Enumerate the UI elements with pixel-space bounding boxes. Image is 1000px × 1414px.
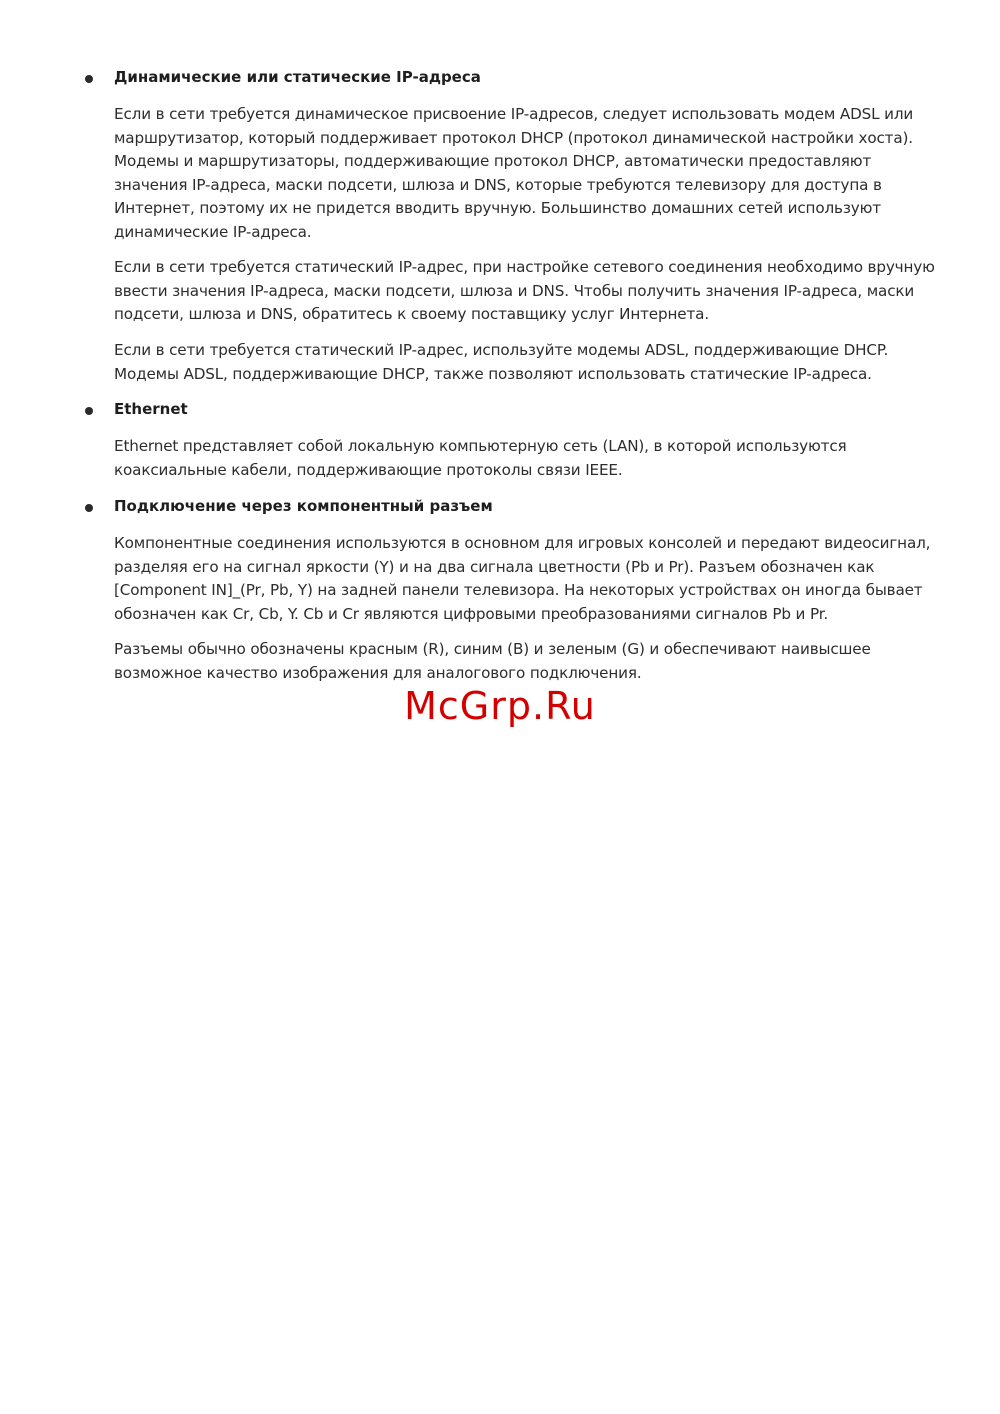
bullet-icon bbox=[85, 75, 93, 83]
bullet-icon bbox=[85, 504, 93, 512]
bullet-icon bbox=[85, 407, 93, 415]
watermark: McGrp.Ru bbox=[404, 684, 596, 728]
paragraph: Разъемы обычно обозначены красным (R), синим (B) и зеленым (G) и обеспечивают наивысшее возможное качество изображения для аналогового подключения. bbox=[114, 640, 871, 682]
paragraph: Ethernet представляет собой локальную компьютерную сеть (LAN), в которой используются коаксиальные кабели, поддерживающие протоколы связи IEEE. bbox=[114, 437, 847, 479]
paragraph: Если в сети требуется статический IP-адрес, используйте модемы ADSL, поддерживающие DHCP. Модемы ADSL, поддерживающие DHCP, также позволяют использовать статические IP-адреса. bbox=[114, 341, 889, 383]
section-heading: Подключение через компонентный разъем bbox=[114, 497, 493, 515]
paragraph: Если в сети требуется статический IP-адрес, при настройке сетевого соединения необходимо вручную ввести значения IP-адреса, маски подсети, шлюза и DNS. Чтобы получить значения IP-адреса, маски подсети, шлюза и DNS, обратитесь к своему поставщику услуг Интернета. bbox=[114, 258, 935, 323]
section-heading: Динамические или статические IP-адреса bbox=[114, 68, 481, 86]
paragraph: Если в сети требуется динамическое присвоение IP-адресов, следует использовать модем ADSL или маршрутизатор, который поддерживает протокол DHCP (протокол динамической настройки хоста). Модемы и маршрутизаторы, поддерживающие протокол DHCP, автоматически предоставляют значения IP-адреса, маски подсети, шлюза и DNS, которые требуются телевизору для доступа в Интернет, поэтому их не придется вводить вручную. Большинство домашних сетей используют динамические IP-адреса. bbox=[114, 105, 914, 241]
paragraph: Компонентные соединения используются в основном для игровых консолей и передают видеосигнал, разделяя его на сигнал яркости (Y) и на два сигнала цветности (Pb и Pr). Разъем обозначен как [Component IN]_(Pr, Pb, Y) на задней панели телевизора. На некоторых устройствах он иногда бывает обозначен как Cr, Cb, Y. Cb и Cr являются цифровыми преобразованиями сигналов Pb и Pr. bbox=[114, 534, 931, 623]
section-heading: Ethernet bbox=[114, 400, 188, 418]
